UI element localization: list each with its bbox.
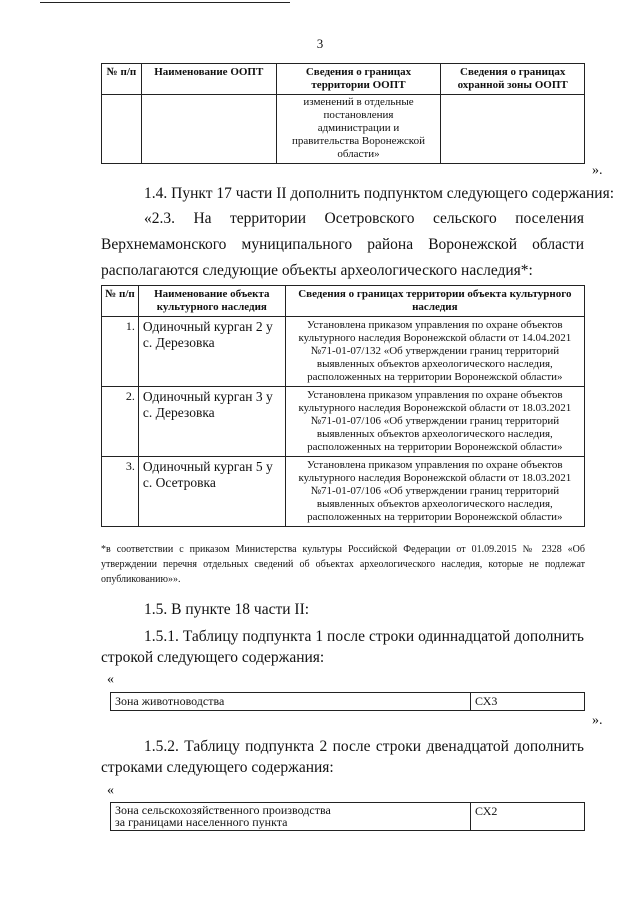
footnote: *в соответствии с приказом Министерства культуры Российской Федерации от 01.09.2015 № 2328 «Об утверждении перечня отдельных сведений об объектах археологического наследия, которые не подлежат опубликованию»». [101, 544, 585, 585]
table-row [102, 457, 585, 527]
para-2-3-line1: «2.3. На территории Осетровского сельского поселения [144, 210, 584, 227]
zone-code: СХ3 [475, 694, 498, 708]
para-1-5-1-line1: 1.5.1. Таблицу подпункта 1 после строки одиннадцатой дополнить [144, 628, 584, 645]
col-number-header: № п/п [102, 64, 142, 95]
zone-code: СХ2 [475, 804, 498, 818]
para-1-5-1-line2: строкой следующего содержания: [101, 649, 325, 666]
col-name-header: Наименование ООПТ [141, 64, 276, 95]
oopt-table [101, 63, 585, 164]
row-number: 3. [102, 457, 139, 527]
col-boundaries-header: Сведения о границах территории объекта культурного наследия [285, 286, 584, 317]
col-territory-header: Сведения о границах территории ООПТ [276, 64, 441, 95]
para-1-5-2-line2: строками следующего содержания: [101, 759, 334, 776]
table-row [102, 387, 585, 457]
open-quote: « [107, 672, 114, 687]
continuation-cell: изменений в отдельные постановления администрации и правительства Воронежской области» [276, 95, 441, 164]
object-boundary-info: Установлена приказом управления по охране объектов культурного наследия Воронежской области от 18.03.2021 №71-01-07/106 «Об утверждении границ территорий выявленных объектов археологического наследия, расположенных на территории Воронежской области» [285, 457, 584, 527]
open-quote: « [107, 783, 114, 798]
para-1-4: 1.4. Пункт 17 части II дополнить подпунктом следующего содержания: [144, 185, 615, 202]
object-boundary-info: Установлена приказом управления по охране объектов культурного наследия Воронежской области от 18.03.2021 №71-01-07/106 «Об утверждении границ территорий выявленных объектов археологического наследия, расположенных на территории Воронежской области» [285, 387, 584, 457]
para-2-3-line2: Верхнемамонского муниципального района Воронежской области [101, 236, 584, 253]
row-number: 1. [102, 317, 139, 387]
object-name: Одиночный курган 2 у с. Дерезовка [138, 317, 285, 387]
object-name: Одиночный курган 5 у с. Осетровка [138, 457, 285, 527]
object-name: Одиночный курган 3 у с. Дерезовка [138, 387, 285, 457]
table-row [102, 95, 585, 164]
table-header-row [102, 286, 585, 317]
heritage-table [101, 285, 585, 527]
col-zone-header: Сведения о границах охранной зоны ООПТ [441, 64, 585, 95]
col-number-header: № п/п [102, 286, 139, 317]
zone-row-agricultural [110, 802, 585, 831]
zone-label: Зона животноводства [111, 693, 471, 710]
top-rule [40, 2, 290, 3]
closing-quote: ». [592, 163, 603, 178]
para-1-5: 1.5. В пункте 18 части II: [144, 601, 310, 618]
table-row [102, 317, 585, 387]
object-boundary-info: Установлена приказом управления по охране объектов культурного наследия Воронежской области от 14.04.2021 №71-01-07/132 «Об утверждении границ территорий выявленных объектов археологического наследия, расположенных на территории Воронежской области» [285, 317, 584, 387]
closing-quote: ». [592, 713, 603, 728]
para-2-3-line3: располагаются следующие объекты археологического наследия*: [101, 262, 533, 279]
zone-row-livestock [110, 692, 585, 711]
page-number: 3 [316, 36, 324, 51]
col-object-header: Наименование объекта культурного наследия [138, 286, 285, 317]
zone-label: Зона сельскохозяйственного производства за границами населенного пункта [111, 803, 471, 830]
table-header-row [102, 64, 585, 95]
para-1-5-2-line1: 1.5.2. Таблицу подпункта 2 после строки двенадцатой дополнить [144, 738, 584, 755]
row-number: 2. [102, 387, 139, 457]
